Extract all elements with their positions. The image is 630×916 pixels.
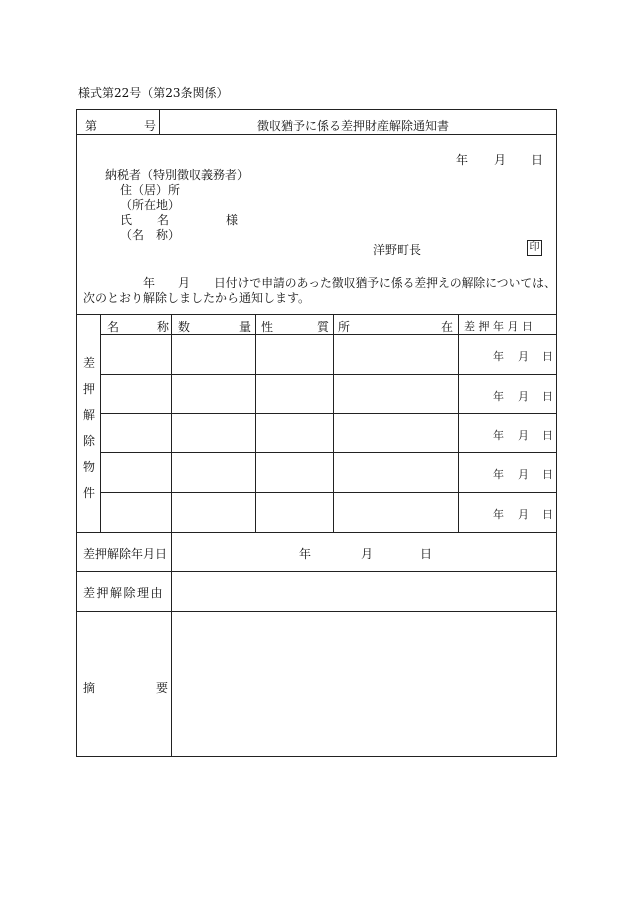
body-text-line1: 日付けで申請のあった徴収猶予に係る差押えの解除については、	[214, 276, 556, 290]
col-divider-1	[171, 314, 172, 532]
col-header-date: 差 押 年 月 日	[464, 320, 533, 333]
document-title: 徴収猶予に係る差押財産解除通知書	[257, 119, 450, 133]
col-header-name-1: 名	[107, 320, 120, 334]
col-header-prop-2: 質	[317, 320, 330, 334]
issue-year: 年	[456, 153, 469, 167]
side-column-divider	[100, 314, 101, 532]
notice-form: 第 号 徴収猶予に係る差押財産解除通知書 年 月 日 納税者（特別徴収義務者） 住（居）所 （所在地） 氏 名 様 （名 称） 洋野町長 印 年 月 日付けで申請のあった徴収猶予に係る差押えの解除については、 次のとおり解除しましたから通知します。 差 押 解 除 物 件 名 称 数 量 性 質 所 在 差 押 年 月 日 年 月 日 年 月 日 年 月 日 年 月 日 年 月 日 差押解除年月日 年 月 日 差押解除理由 摘 要	[76, 109, 557, 757]
table-row-rule-4	[100, 492, 556, 493]
number-label-go: 号	[144, 119, 157, 133]
col-header-loc-1: 所	[338, 320, 351, 334]
col-header-qty-1: 数	[178, 320, 191, 334]
col-header-loc-2: 在	[441, 320, 454, 334]
mayor-label: 洋野町長	[373, 243, 422, 257]
body-text-line2: 次のとおり解除しましたから通知します。	[83, 291, 311, 305]
bottom-label-divider	[171, 532, 172, 757]
header-rule	[77, 134, 556, 135]
release-day: 日	[420, 547, 433, 561]
issue-month: 月	[494, 153, 507, 167]
header-divider	[159, 110, 160, 134]
col-divider-4	[458, 314, 459, 532]
taxpayer-label: 納税者（特別徴収義務者）	[105, 168, 250, 182]
number-label-dai: 第	[85, 119, 98, 133]
name-label-1: 氏	[120, 213, 133, 227]
location-label: （所在地）	[120, 198, 181, 212]
release-reason-top-rule	[77, 571, 556, 572]
release-year: 年	[299, 547, 312, 561]
body-year: 年	[143, 276, 156, 290]
side-label: 差 押 解 除 物 件	[82, 356, 95, 500]
col-header-name-2: 称	[157, 320, 170, 334]
name-alt-label: （名 称）	[120, 228, 181, 242]
summary-label-2: 要	[156, 681, 169, 695]
col-header-qty-2: 量	[239, 320, 252, 334]
release-date-top-rule	[77, 532, 556, 533]
form-number-label: 様式第22号（第23条関係）	[78, 86, 229, 100]
name-label-2: 名	[157, 213, 170, 227]
sama-label: 様	[226, 213, 239, 227]
address-label: 住（居）所	[120, 183, 181, 197]
table-top-rule	[77, 314, 556, 315]
summary-top-rule	[77, 611, 556, 612]
table-header-rule	[100, 334, 556, 335]
body-month: 月	[178, 276, 191, 290]
table-row-rule-1	[100, 374, 556, 375]
col-header-prop-1: 性	[261, 320, 274, 334]
table-row-rule-3	[100, 452, 556, 453]
seal-mark: 印	[527, 240, 542, 256]
release-date-label: 差押解除年月日	[83, 547, 168, 561]
col-divider-2	[255, 314, 256, 532]
col-divider-3	[333, 314, 334, 532]
release-reason-label: 差押解除理由	[83, 586, 165, 600]
table-row-rule-2	[100, 413, 556, 414]
release-month: 月	[361, 547, 374, 561]
summary-label-1: 摘	[83, 681, 96, 695]
issue-day: 日	[531, 153, 544, 167]
